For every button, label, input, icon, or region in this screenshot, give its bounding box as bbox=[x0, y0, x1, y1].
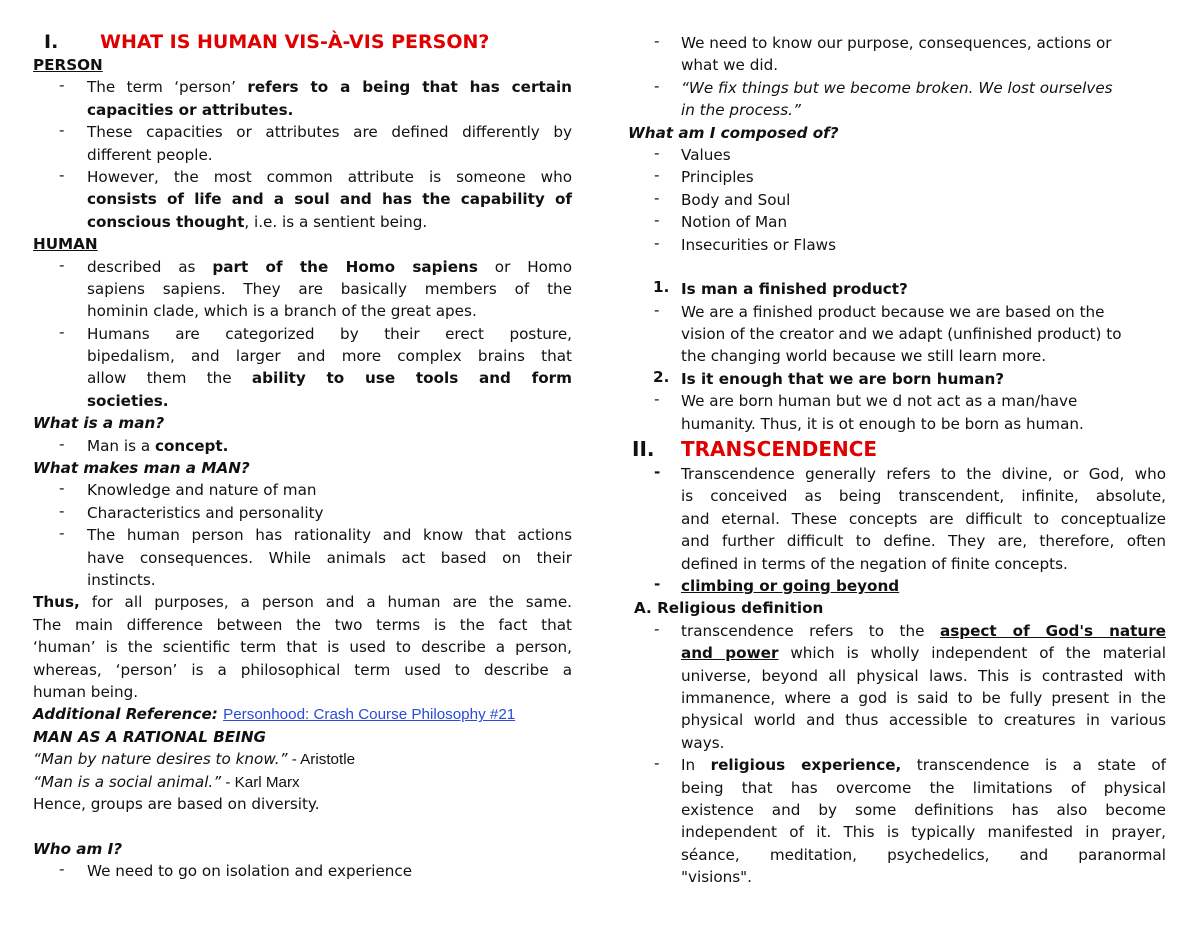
question-heading: What is a man? bbox=[33, 414, 165, 433]
list-item: - We need to go on isolation and experience bbox=[59, 860, 413, 881]
list-item: - Principles bbox=[654, 166, 754, 187]
list-item: - In religious experience, transcendence is a state of being that has overcome the limitations of physical existence and by some definitions has also become independent of it. This is typically manifested in prayer, séance, meditation, psychedelics, and paranormal "visions". bbox=[654, 754, 1167, 887]
who-am-i-heading: Who am I? bbox=[33, 839, 123, 858]
list-item: - The human person has rationality and know that actions have consequences. While animals act based on their instincts. bbox=[59, 524, 572, 589]
list-item: - However, the most common attribute is someone who consists of life and a soul and has the capability of conscious thought, i.e. is a sentient being. bbox=[59, 165, 572, 231]
list-item: - Transcendence generally refers to the divine, or God, who is conceived as being transcendent, infinite, absolute, and eternal. These concepts are difficult to conceptualize and further difficult to define. They are, therefore, often defined in terms of the negation of finite concepts. bbox=[654, 463, 1166, 573]
section-heading-2 bbox=[628, 435, 1166, 463]
list-item: - These capacities or attributes are defined differently by different people. bbox=[59, 121, 572, 164]
list-item: - We need to know our purpose, consequences, actions or what we did. bbox=[654, 32, 1112, 75]
list-item: - “We fix things but we become broken. We lost ourselves in the process.” bbox=[654, 76, 1113, 120]
quote-marx: “Man is a social animal.” - Karl Marx bbox=[33, 772, 300, 791]
additional-reference: Additional Reference: Personhood: Crash Course Philosophy #21 bbox=[33, 705, 516, 724]
list-item: - Body and Soul bbox=[654, 188, 791, 209]
list-item: - The term ‘person’ refers to a being that has certain capacities or attributes. bbox=[59, 76, 572, 119]
list-item: - Knowledge and nature of man bbox=[59, 479, 317, 500]
list-item: - Man is a concept. bbox=[59, 434, 229, 455]
religious-definition-heading: A. Religious definition bbox=[634, 599, 824, 618]
heading-title: TRANSCENDENCE bbox=[681, 437, 878, 462]
summary-paragraph: Thus, for all purposes, a person and a human are the same. The main difference between the two terms is the fact that ‘human’ is the scientific term that is used to describe a person, whereas, ‘person’ is a philosophical term used to describe a human being. bbox=[33, 593, 572, 701]
composed-heading: What am I composed of? bbox=[628, 123, 839, 142]
numbered-question: 1. Is man a finished product? bbox=[653, 278, 908, 299]
list-item: - Insecurities or Flaws bbox=[654, 233, 837, 254]
left-column bbox=[33, 30, 572, 882]
list-item: - transcendence refers to the aspect of God's nature and power which is wholly independent of the material universe, beyond all physical laws. This is contrasted with immanence, where a god is said to be fully present in the physical world and thus accessible to creatures in various ways. bbox=[654, 619, 1166, 752]
rational-being-heading: MAN AS A RATIONAL BEING bbox=[33, 727, 267, 746]
heading-title: WHAT IS HUMAN VIS-À-VIS PERSON? bbox=[100, 31, 490, 53]
list-item: - We are born human but we d not act as a man/have humanity. Thus, it is ot enough to be born as human. bbox=[654, 390, 1084, 433]
heading-number: II. bbox=[632, 437, 655, 462]
question-heading: What makes man a MAN? bbox=[33, 459, 250, 478]
human-heading: HUMAN bbox=[33, 235, 98, 254]
list-item: - Values bbox=[654, 143, 731, 164]
list-item: - Humans are categorized by their erect posture, bipedalism, and larger and more complex brains that allow them the ability to use tools and form societies. bbox=[59, 322, 572, 410]
hence-line: Hence, groups are based on diversity. bbox=[33, 794, 320, 813]
section-heading-1 bbox=[33, 30, 572, 54]
list-item: - climbing or going beyond bbox=[654, 574, 900, 595]
heading-number: I. bbox=[44, 31, 59, 53]
list-item: - Notion of Man bbox=[654, 211, 788, 232]
list-item: - Characteristics and personality bbox=[59, 501, 324, 522]
right-column bbox=[628, 32, 1166, 888]
list-item: - We are a finished product because we are based on the vision of the creator and we adapt (unfinished product) to the changing world because we still learn more. bbox=[654, 300, 1122, 366]
person-heading: PERSON bbox=[33, 56, 103, 74]
reference-link[interactable]: Personhood: Crash Course Philosophy #21 bbox=[223, 706, 516, 724]
quote-aristotle: “Man by nature desires to know.” - Aristotle bbox=[33, 750, 356, 769]
list-item: - described as part of the Homo sapiens or Homo sapiens sapiens. They are basically members of the hominin clade, which is a branch of the great apes. bbox=[59, 255, 573, 321]
numbered-question: 2. Is it enough that we are born human? bbox=[653, 367, 1005, 388]
